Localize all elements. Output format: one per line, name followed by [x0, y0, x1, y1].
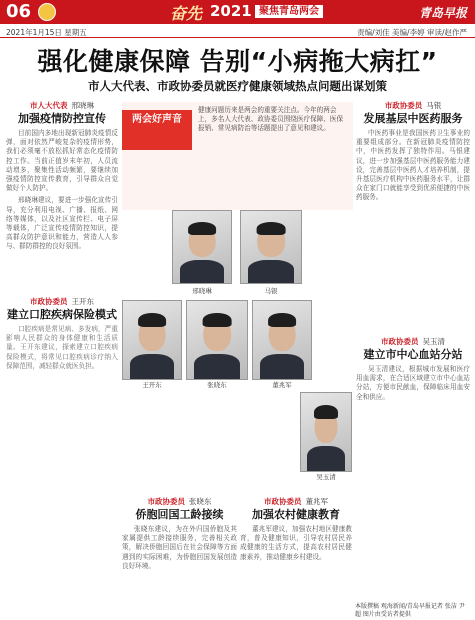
- byline: [356, 336, 470, 347]
- article-paragraph: 吴玉清建议，根据城市发展和医疗用血需求，在合适区域建立市中心血站分站，方便市民献血，保障临床用血安全和供应。: [356, 365, 470, 401]
- article-paragraph: 邢晓琳建议，要进一步强化宣传引导，充分利用电视、广播、报纸、网络等媒体，以及社区宣传栏、电子屏等载体，广泛宣传疫情防控知识，提高群众防护意识和能力，营造人人参与、群防群控的良好氛围。: [6, 196, 118, 251]
- byline-role: 市政协委员: [30, 297, 68, 306]
- portrait-photo: [122, 300, 182, 380]
- article-epidemic-prevention: [6, 100, 118, 290]
- byline-role: 市政协委员: [384, 101, 423, 110]
- byline-role: 市政协委员: [381, 337, 419, 346]
- article-paragraph: 张晓东建议，为在外归国侨胞及其家属提供工龄接续服务，完善相关政策，解决侨胞回国后在社会保障等方面遇到的实际困难，为侨胞回国发展创造良好环境。: [122, 525, 237, 570]
- photo-caption: 吴玉清: [316, 473, 336, 481]
- portrait-photo: [252, 300, 312, 380]
- emblem-icon: [38, 3, 56, 21]
- byline: [122, 496, 237, 507]
- byline: [6, 100, 118, 111]
- article-credits: 本版撰稿 观海新闻/青岛早报记者 张洁 尹超 图片由受访者提供: [355, 603, 465, 618]
- byline-name: 王开东: [71, 297, 94, 306]
- byline: [6, 296, 118, 307]
- issue-date: 2021年1月15日 星期五: [6, 28, 87, 37]
- main-headline: 强化健康保障 告别“小病拖大病扛”: [37, 47, 438, 76]
- article-title: 发展基层中医药服务: [363, 112, 463, 125]
- article-title: 建立口腔疾病保险模式: [7, 308, 117, 321]
- article-rural-health: [240, 496, 352, 601]
- page-banner: [0, 0, 475, 24]
- byline-role: 市人大代表: [30, 101, 68, 110]
- article-paragraph: 中医药事业是我国医药卫生事业的重要组成部分。在新冠肺炎疫情防控中，中医药发挥了独特作用。马银建议，进一步加强基层中医药服务能力建设，完善基层中医药人才培养机制，提升基层医疗机构中医药服务水平，让群众在家门口就能享受到优质便捷的中医药服务。: [356, 129, 470, 202]
- article-title: 侨胞回国工龄接续: [135, 508, 224, 521]
- article-blood-station: [356, 336, 470, 598]
- paper-name: 青岛早报: [418, 6, 467, 20]
- byline-name: 张晓东: [189, 497, 212, 506]
- ribbon-text: 两会好声音: [132, 114, 182, 125]
- sub-bar: [0, 26, 475, 38]
- photo-caption: 马银: [264, 287, 278, 295]
- byline-name: 邢晓琳: [71, 101, 94, 110]
- portrait-photo: [186, 300, 248, 380]
- editor-credits: 责编/刘佳 美编/李婷 审读/赵作严: [357, 28, 467, 37]
- portrait-photo: [300, 392, 352, 472]
- byline-role: 市政协委员: [147, 497, 185, 506]
- portrait-photo: [172, 210, 232, 284]
- page-number: 06: [6, 1, 32, 22]
- photo-caption: 邢晓琳: [192, 287, 212, 295]
- article-title: 加强农村健康教育: [252, 508, 340, 521]
- article-paragraph: 目前国内多地出现新冠肺炎疫情反弹，面对依然严峻复杂的疫情形势，我们必须毫不放松抓好常态化疫情防控工作。当前正值岁末年初，人员流动增多，聚集性活动频繁，要继续加强疫情防控宣传教育，引导群众自觉做好个人防护。: [6, 129, 118, 193]
- article-title: 加强疫情防控宣传: [18, 112, 106, 125]
- byline-role: 市政协委员: [264, 497, 302, 506]
- article-paragraph: 口腔疾病是常见病、多发病，严重影响人民群众的身体健康和生活质量。王开东建议，探索建立口腔疾病保险模式，将常见口腔疾病诊疗纳入保障范围，减轻群众就医负担。: [6, 325, 118, 370]
- section-label: 聚焦青岛两会: [255, 5, 323, 18]
- byline-name: 马银: [426, 101, 442, 110]
- masthead-logo: 奋先: [170, 4, 203, 23]
- byline: [356, 100, 470, 111]
- article-overseas-service: [122, 496, 237, 601]
- article-oral-insurance: [6, 296, 118, 596]
- article-tcm-service: [356, 100, 470, 332]
- byline-name: 吴玉清: [422, 337, 445, 346]
- byline-name: 董兆军: [305, 497, 328, 506]
- article-title: 建立市中心血站分站: [363, 348, 463, 361]
- photo-caption: 张晓东: [207, 381, 227, 389]
- photo-caption: 董兆军: [272, 381, 292, 389]
- year-label: 2021: [210, 2, 252, 20]
- intro-text: 健康问题历来是两会的重要关注点。今年的两会上，多名人大代表、政协委员围绕医疗保障、医保报销、常见病防治等话题提出了意见和建议。: [198, 106, 344, 133]
- byline: [240, 496, 352, 507]
- portrait-photo: [240, 210, 302, 284]
- photo-caption: 王开东: [142, 381, 162, 389]
- sub-headline: 市人大代表、市政协委员就医疗健康领域热点问题出谋划策: [88, 79, 387, 93]
- article-paragraph: 董兆军建议，加强农村地区健康教育，普及健康知识，引导农村居民养成健康的生活方式，提高农村居民健康素养，推动健康乡村建设。: [240, 525, 352, 561]
- feature-ribbon: [122, 110, 192, 150]
